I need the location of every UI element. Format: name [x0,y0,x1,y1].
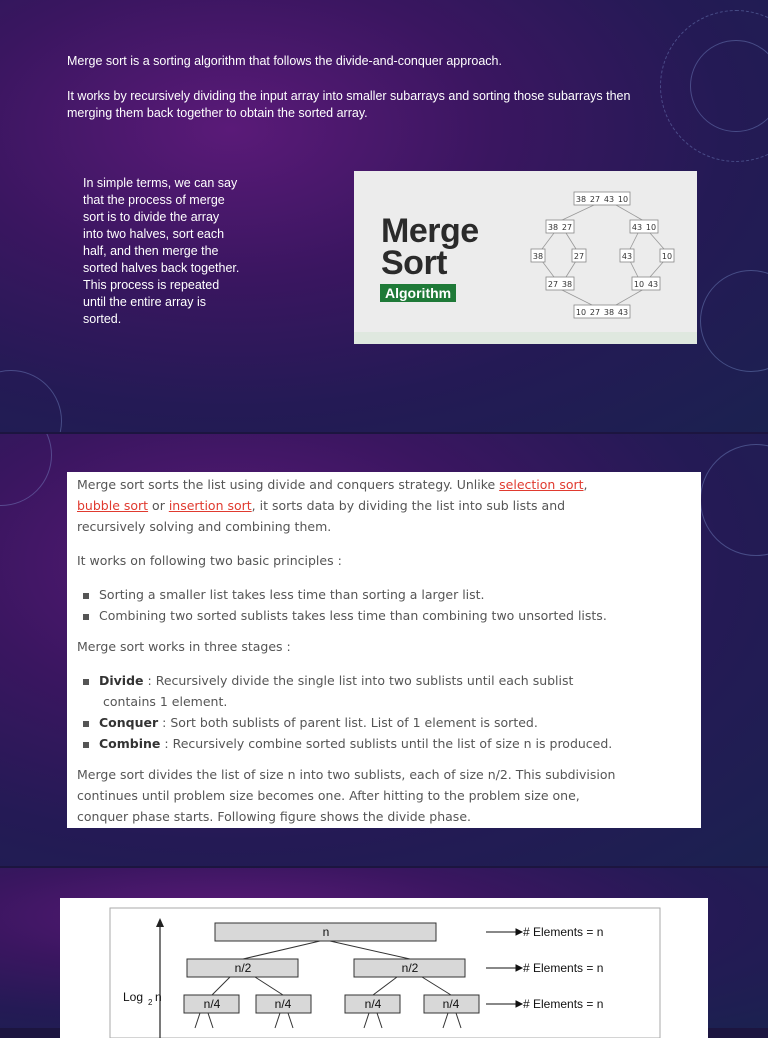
illustration-footer-bar [354,332,697,344]
principle-item [77,605,607,626]
algorithm-badge: Algorithm [380,284,456,302]
text: : Recursively divide the single list into two sublists until each sublist [143,673,574,688]
insertion-sort-link[interactable]: insertion sort [168,498,252,513]
decorative-ring [700,444,768,556]
bubble-sort-link[interactable]: bubble sort [77,498,149,513]
node-label: n [322,925,330,939]
cell: 10 [645,223,657,232]
stage-item-conquer [77,712,538,733]
definition-line-2: merging them back together to obtain the sorted array. [67,106,368,120]
side-line: until the entire array is [83,295,206,309]
cell: 43 [617,308,629,317]
cell: 27 [589,308,601,317]
slide-1 [0,0,768,432]
term: Divide [99,673,144,688]
cell: 38 [547,223,559,232]
stages-heading: Merge sort works in three stages : [77,639,291,654]
side-line: sorted. [83,312,122,326]
side-line: into two halves, sort each [83,227,225,241]
cell: 27 [589,195,601,204]
title-line: Sort [381,244,447,282]
decorative-ring [700,270,768,372]
cell: 38 [575,195,587,204]
side-line: sorted halves back together. [83,261,240,275]
cell: 43 [603,195,615,204]
merge-sort-explanation-card [67,472,701,828]
stage-divide-continuation: contains 1 element. [103,694,228,709]
side-line: sort is to divide the array [83,210,220,224]
decorative-ring [0,370,62,432]
bullet-icon [83,679,89,685]
selection-sort-link[interactable]: selection sort [499,477,584,492]
cell: 38 [603,308,615,317]
node-label: n/2 [234,961,252,975]
cell: 43 [631,223,643,232]
cell: 10 [617,195,629,204]
bullet-icon [83,721,89,727]
intro-line-1 [77,474,588,495]
row-elements-label: # Elements = n [523,961,604,975]
side-line: that the process of merge [83,193,225,207]
text: Sorting a smaller list takes less time than sorting a larger list. [99,587,485,602]
cell: 27 [547,280,559,289]
side-line: This process is repeated [83,278,220,292]
text: or [148,498,169,513]
cell: 10 [575,308,587,317]
node-label: n/4 [364,997,382,1011]
title-line: Merge [381,212,479,250]
row-elements-label: # Elements = n [523,997,604,1011]
cell: 38 [532,252,544,261]
side-line: In simple terms, we can say [83,176,238,190]
text: , it sorts data by dividing the list into sub lists and [251,498,566,513]
principle-item [77,584,485,605]
stage-item-combine [77,733,612,754]
node-label: n/4 [274,997,292,1011]
bullet-icon [83,614,89,620]
cell: 38 [561,280,573,289]
bullet-icon [83,742,89,748]
node-label: n/2 [401,961,419,975]
decorative-ring [660,10,768,162]
row-elements-label: # Elements = n [523,925,604,939]
intro-line-3: recursively solving and combining them. [77,519,332,534]
term: Combine [99,736,161,751]
divide-phase-figure [60,898,708,1038]
cell: 27 [573,252,585,261]
cell: 27 [561,223,573,232]
closing-line: conquer phase starts. Following figure shows the divide phase. [77,809,471,824]
axis-label-n: n [155,990,162,1004]
decorative-ring [0,434,52,506]
cell: 43 [647,280,659,289]
intro-paragraph: Merge sort is a sorting algorithm that follows the divide-and-conquer approach. [67,54,502,68]
stage-item-divide [77,670,573,691]
definition-line-1: It works by recursively dividing the input array into smaller subarrays and sorting those subarrays then [67,89,631,103]
text: : Sort both sublists of parent list. List of 1 element is sorted. [158,715,538,730]
term: Conquer [99,715,159,730]
bullet-icon [83,593,89,599]
merge-sort-illustration [354,171,697,344]
text: Merge sort sorts the list using divide and conquers strategy. Unlike [77,477,500,492]
text: , [583,477,588,492]
cell: 10 [661,252,673,261]
divide-phase-diagram [60,898,708,1038]
cell: 10 [633,280,645,289]
intro-line-2 [77,495,565,516]
cell: 43 [621,252,633,261]
closing-line: Merge sort divides the list of size n into two sublists, each of size n/2. This subdivision [77,767,616,782]
side-description [83,175,273,328]
node-label: n/4 [442,997,460,1011]
side-line: half, and then merge the [83,244,219,258]
node-label: n/4 [203,997,221,1011]
closing-line: continues until problem size becomes one. After hitting to the problem size one, [77,788,580,803]
merge-tree-diagram [354,171,697,344]
axis-label-log: Log [123,990,144,1004]
principles-heading: It works on following two basic principles : [77,553,342,568]
text: Combining two sorted sublists takes less time than combining two unsorted lists. [99,608,607,623]
text: : Recursively combine sorted sublists until the list of size n is produced. [160,736,613,751]
axis-label-sub: 2 [148,998,153,1007]
